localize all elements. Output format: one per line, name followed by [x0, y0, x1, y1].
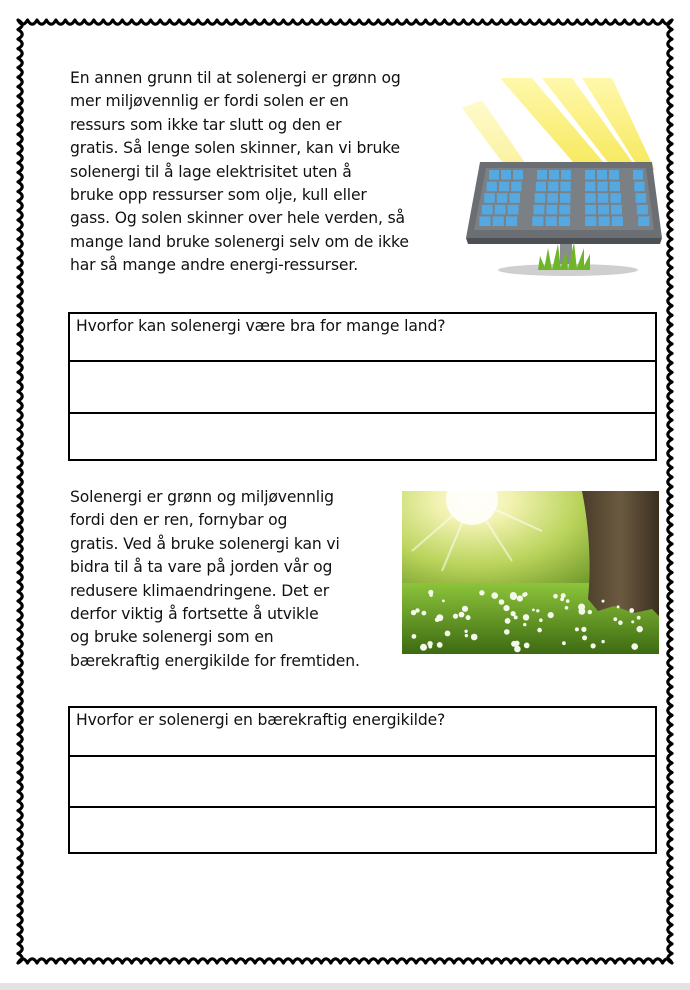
solar-cell	[598, 205, 609, 215]
solar-cell	[546, 216, 557, 226]
flower	[411, 610, 416, 615]
solar-cell	[560, 182, 570, 192]
question-text: Hvorfor er solenergi en bærekraftig energikilde?	[76, 711, 446, 729]
flower	[464, 630, 467, 633]
flower	[453, 614, 458, 619]
flower	[435, 617, 440, 622]
solar-cell	[585, 205, 596, 215]
flower	[566, 599, 570, 603]
solar-cell	[597, 182, 607, 192]
solar-cell	[521, 205, 532, 215]
flower	[505, 618, 511, 624]
solar-cell	[625, 216, 636, 226]
flower	[581, 627, 586, 632]
solar-cell	[597, 170, 607, 180]
solar-cell	[561, 170, 571, 180]
solar-cell	[546, 205, 557, 215]
solar-cell	[513, 170, 523, 180]
passage-line: solenergi til å lage elektrisitet uten å	[70, 162, 352, 181]
flower	[422, 611, 427, 616]
question-row	[70, 708, 655, 757]
solar-cell	[585, 193, 596, 203]
solar-cell	[536, 182, 546, 192]
flower	[560, 597, 564, 601]
solar-cell	[598, 193, 609, 203]
solar-cell	[549, 170, 559, 180]
flower	[561, 593, 566, 598]
question-box-1	[68, 312, 657, 461]
solar-cell	[548, 182, 558, 192]
flower	[511, 641, 517, 647]
flower	[637, 616, 641, 620]
solar-cell	[482, 205, 493, 215]
flower	[437, 642, 443, 648]
solar-cell	[599, 216, 610, 226]
flower	[618, 620, 623, 625]
solar-cell	[623, 193, 634, 203]
solar-cell	[572, 216, 583, 226]
answer-line[interactable]	[70, 757, 655, 808]
flower	[638, 629, 641, 632]
flower	[465, 634, 468, 637]
passage-line: mer miljøvennlig er fordi solen er en	[70, 92, 349, 111]
passage-line: fordi den er ren, fornybar og	[70, 511, 288, 530]
solar-cell	[484, 193, 495, 203]
passage-line: En annen grunn til at solenergi er grønn og	[70, 69, 401, 87]
solar-cell	[637, 205, 648, 215]
flower	[462, 606, 468, 612]
solar-cell	[537, 170, 547, 180]
flower	[445, 631, 451, 637]
flower	[428, 645, 432, 649]
flower	[631, 620, 634, 623]
flower	[575, 627, 579, 631]
passage-line: gratis. Ved å bruke solenergi kan vi	[70, 534, 340, 553]
flower	[442, 600, 445, 603]
solar-cell	[585, 182, 595, 192]
flower	[617, 605, 620, 608]
flower	[420, 644, 427, 651]
solar-cell	[585, 170, 595, 180]
solar-cell	[547, 193, 558, 203]
passage-line: bærekraftig energikilde for fremtiden.	[70, 651, 360, 670]
flower	[613, 617, 617, 621]
solar-cell	[560, 193, 571, 203]
answer-line[interactable]	[70, 808, 655, 852]
flower	[412, 634, 417, 639]
solar-cell	[535, 193, 546, 203]
solar-cell	[508, 205, 519, 215]
solar-cell	[633, 170, 643, 180]
solar-cell	[509, 193, 520, 203]
answer-line[interactable]	[70, 362, 655, 414]
solar-cell	[559, 205, 570, 215]
flower	[510, 592, 517, 599]
solar-cell	[495, 205, 506, 215]
flower	[548, 612, 554, 618]
flower	[429, 593, 433, 597]
solar-cell	[493, 216, 504, 226]
flower	[601, 640, 604, 643]
solar-cell	[524, 182, 534, 192]
passage-line: gass. Og solen skinner over hele verden, så	[70, 209, 405, 228]
flower	[591, 643, 596, 648]
solar-cell	[497, 193, 508, 203]
solar-cell	[609, 170, 619, 180]
flower	[588, 610, 592, 614]
solar-cell	[559, 216, 570, 226]
solar-cell	[525, 170, 535, 180]
flower	[503, 605, 509, 611]
solar-cell	[487, 182, 497, 192]
flower	[629, 608, 634, 613]
solar-cell	[519, 216, 530, 226]
flower	[532, 609, 535, 612]
passage-solar-free-resource	[70, 67, 409, 278]
solar-cell	[610, 182, 620, 192]
flower	[504, 629, 510, 635]
passage-line: gratis. Så lenge solen skinner, kan vi bruke	[70, 139, 400, 158]
flower	[539, 618, 543, 622]
flower	[466, 615, 471, 620]
flower	[514, 615, 518, 619]
flower	[582, 635, 587, 640]
solar-cell	[621, 170, 631, 180]
flower	[565, 606, 569, 610]
solar-cell	[511, 182, 521, 192]
sunny-meadow-photo	[402, 491, 659, 654]
question-text: Hvorfor kan solenergi være bra for mange land?	[76, 317, 446, 335]
solar-cell	[611, 205, 622, 215]
passage-solar-sustainable	[70, 486, 360, 673]
solar-cell	[585, 216, 596, 226]
flower	[631, 643, 638, 650]
flower	[471, 634, 478, 641]
solar-cell	[499, 182, 509, 192]
flower	[517, 595, 523, 601]
solar-cell	[572, 205, 583, 215]
solar-cell	[636, 193, 647, 203]
solar-cell	[479, 216, 490, 226]
passage-line: og bruke solenergi som en	[70, 628, 274, 647]
flower	[537, 628, 542, 633]
solar-cell	[573, 193, 584, 203]
solar-cell	[612, 216, 623, 226]
passage-line: har så mange andre energi-ressurser.	[70, 256, 359, 275]
answer-line[interactable]	[70, 414, 655, 459]
flower	[553, 594, 558, 599]
solar-cell	[534, 205, 545, 215]
flower	[579, 608, 586, 615]
sunbeams	[462, 78, 655, 170]
passage-line: mange land bruke solenergi selv om de ikke	[70, 232, 409, 251]
flower	[479, 590, 484, 595]
solar-cell	[573, 170, 583, 180]
solar-cell	[573, 182, 583, 192]
passage-line: Solenergi er grønn og miljøvennlig	[70, 488, 334, 506]
question-row	[70, 314, 655, 362]
flower	[522, 593, 526, 597]
solar-cell	[501, 170, 511, 180]
solar-panel-illustration	[460, 78, 662, 276]
solar-cell	[638, 216, 649, 226]
flower	[459, 612, 465, 618]
question-box-2	[68, 706, 657, 854]
solar-cell	[522, 193, 533, 203]
solar-cell	[634, 182, 644, 192]
passage-line: bidra til å ta vare på jorden vår og	[70, 558, 333, 577]
flower	[499, 599, 505, 605]
flower	[491, 592, 498, 599]
passage-line: redusere klimaendringene. Det er	[70, 581, 329, 600]
flower	[562, 641, 566, 645]
passage-line: ressurs som ikke tar slutt og den er	[70, 115, 342, 134]
flower	[602, 600, 605, 603]
solar-cell	[532, 216, 543, 226]
solar-cell	[489, 170, 499, 180]
solar-cell	[506, 216, 517, 226]
solar-cell	[624, 205, 635, 215]
flower	[511, 611, 516, 616]
flower	[523, 623, 526, 626]
flower	[524, 643, 530, 649]
passage-line: derfor viktig å fortsette å utvikle	[70, 605, 319, 624]
flower	[536, 609, 539, 612]
flower	[523, 614, 529, 620]
solar-cell	[622, 182, 632, 192]
solar-cell	[610, 193, 621, 203]
passage-line: bruke opp ressurser som olje, kull eller	[70, 186, 367, 205]
